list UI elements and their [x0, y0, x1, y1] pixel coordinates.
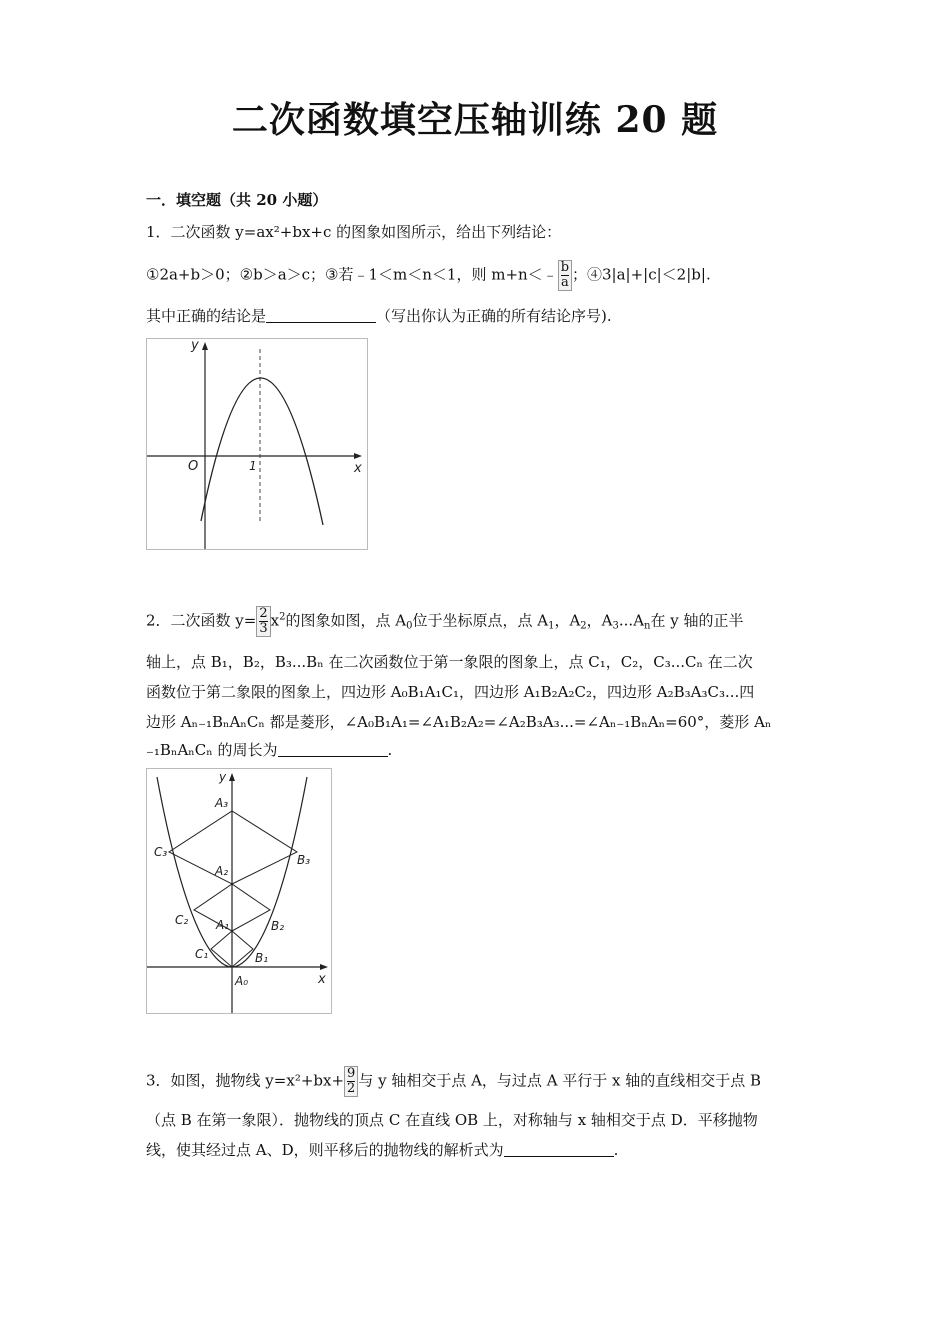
q2-sup: 2: [279, 611, 286, 623]
q2-label-c2: C₂: [175, 913, 189, 927]
q3-frac-num: 9: [347, 1066, 356, 1081]
q3-frac-den: 2: [347, 1081, 356, 1096]
q2-text-f: ...A: [618, 611, 645, 630]
q2-figure: [146, 768, 332, 1014]
q2-text-e: ，A: [586, 611, 613, 630]
q3-answer-blank[interactable]: [504, 1142, 614, 1157]
q2-text-d: ，A: [554, 611, 581, 630]
q2-text-c: 位于坐标原点，点 A: [412, 611, 549, 630]
q2-sub-n: n: [644, 620, 651, 632]
q2-sub-2: 2: [580, 620, 587, 632]
q2-text-a: 2．二次函数 y=: [146, 611, 257, 630]
q3-text-b: 与 y 轴相交于点 A，与过点 A 平行于 x 轴的直线相交于点 B: [358, 1071, 762, 1090]
q2-label-b2: B₂: [271, 919, 285, 933]
q1-figure: [146, 338, 368, 550]
q2-label-a2: A₂: [215, 864, 229, 878]
q1-x-label: x: [354, 461, 362, 476]
q2-frac-den: 3: [259, 621, 268, 636]
q2-label-a1: A₁: [216, 918, 230, 932]
q1-line-1: 1．二次函数 y=ax²+bx+c 的图象如图所示，给出下列结论：: [146, 223, 562, 241]
q2-line-5: [146, 740, 392, 760]
q2-line-3: 函数位于第二象限的图象上，四边形 A₀B₁A₁C₁，四边形 A₁B₂A₂C₂，四边形 A₂B₃A₃C₃...四: [146, 683, 755, 701]
section-heading: 一．填空题（共 20 小题）: [146, 191, 328, 209]
q2-text-b: 的图象如图，点 A: [285, 611, 407, 630]
q2-answer-blank[interactable]: [278, 742, 388, 757]
q3-line-3: [146, 1140, 618, 1160]
q2-x-arrow-icon: [320, 964, 328, 970]
q2-label-c3: C₃: [154, 845, 168, 859]
q1-x-arrow-icon: [354, 453, 362, 459]
q3-line-2: （点 B 在第一象限）．抛物线的顶点 C 在直线 OB 上，对称轴与 x 轴相交于点 D．平移抛物: [146, 1111, 758, 1129]
q2-fraction: [256, 606, 270, 637]
q1-answer-blank[interactable]: [266, 308, 376, 323]
q1-origin-label: O: [188, 459, 199, 474]
q3-text-a: 3．如图，抛物线 y=x²+bx+: [146, 1071, 345, 1090]
q3-period: .: [613, 1141, 619, 1159]
q1-y-label: y: [191, 339, 199, 353]
q2-frac-num: 2: [259, 606, 268, 621]
q2-sub-3: 3: [612, 620, 619, 632]
q2-x-label: x: [318, 972, 326, 987]
q1-tick-1-label: 1: [249, 459, 257, 473]
q2-label-b3: B₃: [297, 853, 311, 867]
page-title: 二次函数填空压轴训练 20 题: [231, 99, 719, 141]
q1-fraction: [558, 260, 572, 291]
q3-fraction: [344, 1066, 358, 1097]
q1-line-3: [146, 306, 612, 326]
q2-label-a3: A₃: [215, 796, 229, 810]
q2-rhombus-3: [169, 811, 297, 884]
q2-sub-0: 0: [406, 620, 413, 632]
q2-y-label: y: [219, 770, 227, 784]
q2-label-b1: B₁: [255, 951, 269, 965]
q2-prompt: ₋₁BₙAₙCₙ 的周长为: [146, 741, 278, 759]
q3-line-1: [146, 1066, 761, 1097]
q1-frac-den: a: [560, 275, 569, 290]
q2-line-1: [146, 606, 744, 637]
q2-sub-1: 1: [548, 620, 555, 632]
q2-label-a0: A₀: [235, 974, 249, 988]
q2-line-4: 边形 Aₙ₋₁BₙAₙCₙ 都是菱形，∠A₀B₁A₁=∠A₁B₂A₂=∠A₂B₃A₃...=∠Aₙ₋₁BₙAₙ=60°，菱形 Aₙ: [146, 713, 772, 731]
q2-var-x: x: [270, 611, 280, 630]
q2-text-g: 在 y 轴的正半: [650, 611, 744, 630]
q1-y-arrow-icon: [202, 342, 208, 350]
q2-line-2: 轴上，点 B₁，B₂，B₃...Bₙ 在二次函数位于第一象限的图象上，点 C₁，C₂，C₃...Cₙ 在二次: [146, 653, 753, 671]
q1-line-2: [146, 260, 711, 291]
q1-prompt: 其中正确的结论是: [146, 307, 267, 325]
q1-statement-4: ；④3|a|+|c|＜2|b|.: [572, 265, 711, 284]
q2-period: .: [387, 741, 393, 759]
q1-frac-num: b: [560, 260, 570, 275]
q1-statements: ①2a+b＞0；②b＞a＞c；③若﹣1＜m＜n＜1，则 m+n＜﹣: [146, 265, 558, 284]
q2-label-c1: C₁: [195, 947, 209, 961]
q1-parabola: [201, 378, 323, 525]
q3-prompt: 线，使其经过点 A、D，则平移后的抛物线的解析式为: [146, 1141, 504, 1159]
q2-y-arrow-icon: [229, 773, 235, 781]
q1-instruction: （写出你认为正确的所有结论序号).: [376, 307, 612, 325]
